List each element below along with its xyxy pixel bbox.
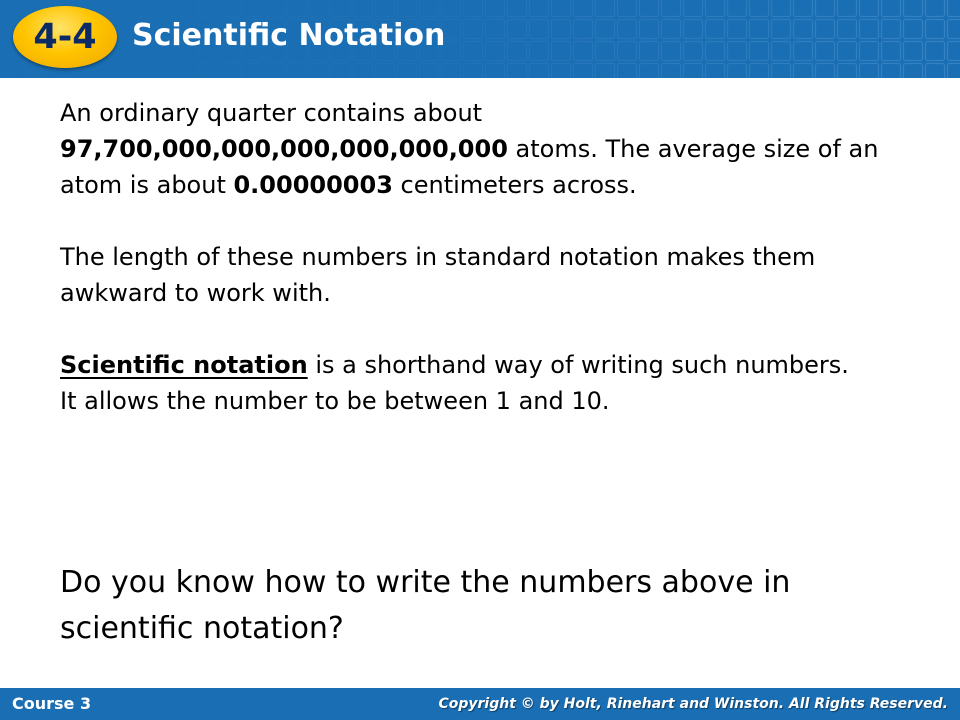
paragraph-text: is a shorthand way of writing such numbers. (307, 351, 849, 379)
paragraph-quarter-atoms (60, 95, 920, 203)
atom-size-number: 0.00000003 (233, 171, 393, 199)
lesson-badge (13, 6, 117, 68)
spacer (60, 311, 920, 347)
question-text: Do you know how to write the numbers above in scientific notation? (60, 565, 791, 646)
course-label: Course 3 (12, 694, 92, 713)
copyright-notice: Copyright © by Holt, Rinehart and Winston. All Rights Reserved. (438, 696, 948, 712)
slide-content (60, 95, 920, 419)
paragraph-range: It allows the number to be between 1 and 10. (60, 387, 610, 415)
header-bar (0, 0, 960, 78)
paragraph-text: An ordinary quarter contains about (60, 99, 483, 127)
spacer (60, 203, 920, 239)
paragraph-awkward: The length of these numbers in standard notation makes them awkward to work with. (60, 243, 816, 307)
footer-bar (0, 688, 960, 720)
atom-count-number: 97,700,000,000,000,000,000,000 (60, 135, 508, 163)
paragraph-text: centimeters across. (392, 171, 637, 199)
paragraph-text: atoms. The average size of an atom is about (60, 135, 879, 199)
page-title: Scientific Notation (132, 18, 446, 53)
paragraph-definition (60, 347, 920, 383)
vocabulary-term: Scientific notation (60, 351, 308, 379)
lesson-number: 4-4 (33, 16, 97, 57)
